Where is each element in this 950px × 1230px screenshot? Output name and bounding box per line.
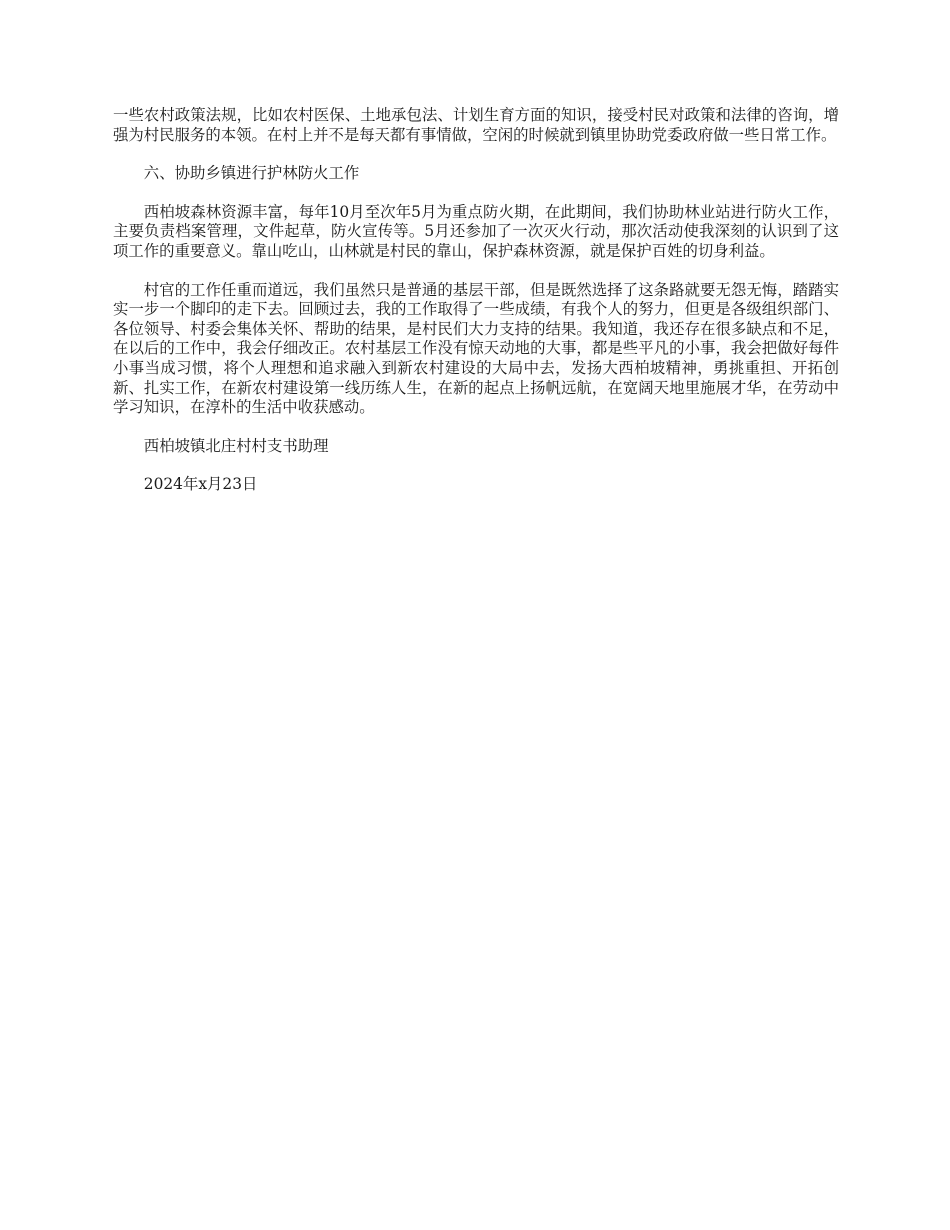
paragraph-summary: 村官的工作任重而道远，我们虽然只是普通的基层干部，但是既然选择了这条路就要无怨无悔，踏踏实实一步一个脚印的走下去。回顾过去，我的工作取得了一些成绩，有我个人的努力，但更是各级组织部门、各位领导、村委会集体关怀、帮助的结果，是村民们大力支持的结果。我知道，我还存在很多缺点和不足，在以后的工作中，我会仔细改正。农村基层工作没有惊天动地的大事，都是些平凡的小事，我会把做好每件小事当成习惯，将个人理想和追求融入到新农村建设的大局中去，发扬大西柏坡精神，勇挑重担、开拓创新、扎实工作，在新农村建设第一线历练人生，在新的起点上扬帆远航，在宽阔天地里施展才华，在劳动中学习知识，在淳朴的生活中收获感动。 [113, 280, 839, 417]
section-heading-fire-prevention: 六、协助乡镇进行护林防火工作 [143, 164, 360, 183]
paragraph-forest-fire-work: 西柏坡森林资源丰富，每年10月至次年5月为重点防火期，在此期间，我们协助林业站进行防火工作，主要负责档案管理，文件起草，防火宣传等。5月还参加了一次灭火行动，那次活动使我深刻的认识到了这项工作的重要意义。靠山吃山，山林就是村民的靠山，保护森林资源，就是保护百姓的切身利益。 [113, 202, 839, 260]
document-body [113, 106, 839, 514]
signature-author: 西柏坡镇北庄村村支书助理 [143, 436, 329, 455]
paragraph-policy-consulting: 一些农村政策法规，比如农村医保、土地承包法、计划生育方面的知识，接受村民对政策和法律的咨询，增强为村民服务的本领。在村上并不是每天都有事情做，空闲的时候就到镇里协助党委政府做一些日常工作。 [113, 106, 839, 144]
signature-date: 2024年x月23日 [143, 475, 258, 494]
